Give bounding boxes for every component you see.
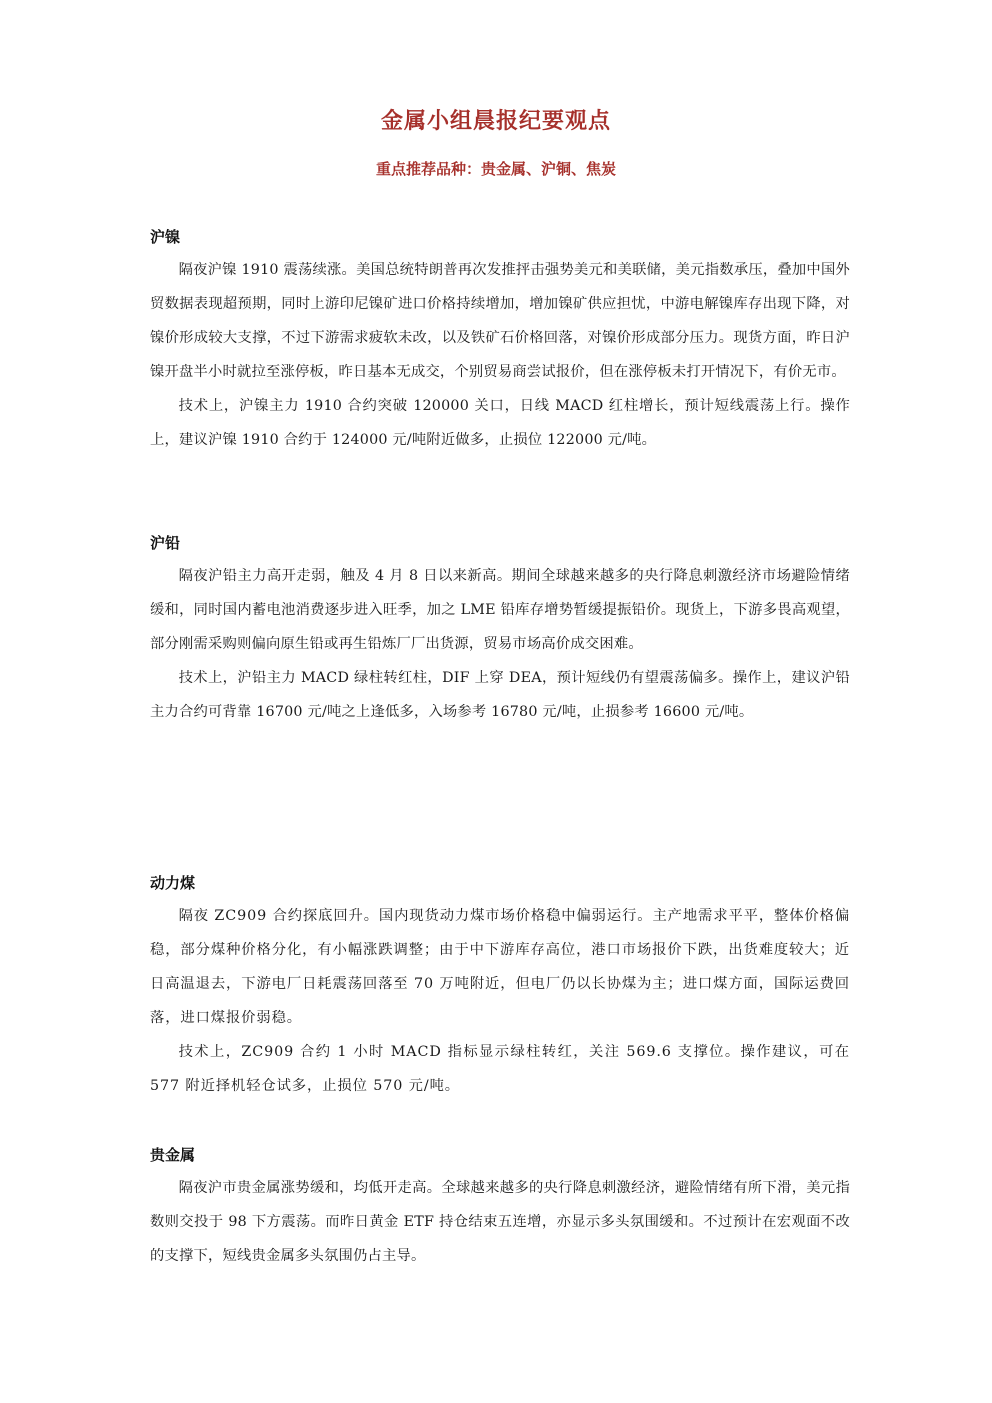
paragraph: 技术上，ZC909 合约 1 小时 MACD 指标显示绿柱转红，关注 569.6 支撑位。操作建议，可在 577 附近择机轻仓试多，止损位 570 元/吨。 xyxy=(150,1044,850,1094)
document-subtitle: 重点推荐品种：贵金属、沪铜、焦炭 xyxy=(375,160,616,178)
section-lead xyxy=(150,532,850,729)
section-thermal-coal xyxy=(150,872,850,1103)
paragraph: 技术上，沪铅主力 MACD 绿柱转红柱，DIF 上穿 DEA，预计短线仍有望震荡偏多。操作上，建议沪铅主力合约可背靠 16700 元/吨之上逢低多，入场参考 16780 元/吨，止损参考 16600 元/吨。 xyxy=(150,670,850,720)
paragraph: 隔夜沪铅主力高开走弱，触及 4 月 8 日以来新高。期间全球越来越多的央行降息刺激经济市场避险情绪缓和，同时国内蓄电池消费逐步进入旺季，加之 LME 铅库存增势暂缓提振铅价。现货上，下游多畏高观望，部分刚需采购则偏向原生铅或再生铅炼厂厂出货源，贸易市场高价成交困难。 xyxy=(150,568,850,652)
section-nickel xyxy=(150,226,850,457)
section-heading: 动力煤 xyxy=(150,874,196,892)
paragraph: 技术上，沪镍主力 1910 合约突破 120000 关口，日线 MACD 红柱增长，预计短线震荡上行。操作上，建议沪镍 1910 合约于 124000 元/吨附近做多，止损位 122000 元/吨。 xyxy=(150,398,850,448)
paragraph: 隔夜 ZC909 合约探底回升。国内现货动力煤市场价格稳中偏弱运行。主产地需求平平，整体价格偏稳，部分煤种价格分化，有小幅涨跌调整；由于中下游库存高位，港口市场报价下跌，出货难度较大；近日高温退去，下游电厂日耗震荡回落至 70 万吨附近，但电厂仍以长协煤为主；进口煤方面，国际运费回落，进口煤报价弱稳。 xyxy=(150,908,851,1026)
section-heading: 沪铅 xyxy=(150,534,181,552)
paragraph: 隔夜沪镍 1910 震荡续涨。美国总统特朗普再次发推抨击强势美元和美联储，美元指数承压，叠加中国外贸数据表现超预期，同时上游印尼镍矿进口价格持续增加，增加镍矿供应担忧，中游电解镍库存出现下降，对镍价形成较大支撑，不过下游需求疲软未改，以及铁矿石价格回落，对镍价形成部分压力。现货方面，昨日沪镍开盘半小时就拉至涨停板，昨日基本无成交，个别贸易商尝试报价，但在涨停板未打开情况下，有价无市。 xyxy=(150,262,850,380)
paragraph: 隔夜沪市贵金属涨势缓和，均低开走高。全球越来越多的央行降息刺激经济，避险情绪有所下滑，美元指数则交投于 98 下方震荡。而昨日黄金 ETF 持仓结束五连增，亦显示多头氛围缓和。不过预计在宏观面不改的支撑下，短线贵金属多头氛围仍占主导。 xyxy=(150,1180,850,1264)
section-heading: 沪镍 xyxy=(150,228,181,246)
section-precious-metals xyxy=(150,1144,850,1273)
document-title: 金属小组晨报纪要观点 xyxy=(380,109,611,134)
section-heading: 贵金属 xyxy=(150,1146,196,1164)
